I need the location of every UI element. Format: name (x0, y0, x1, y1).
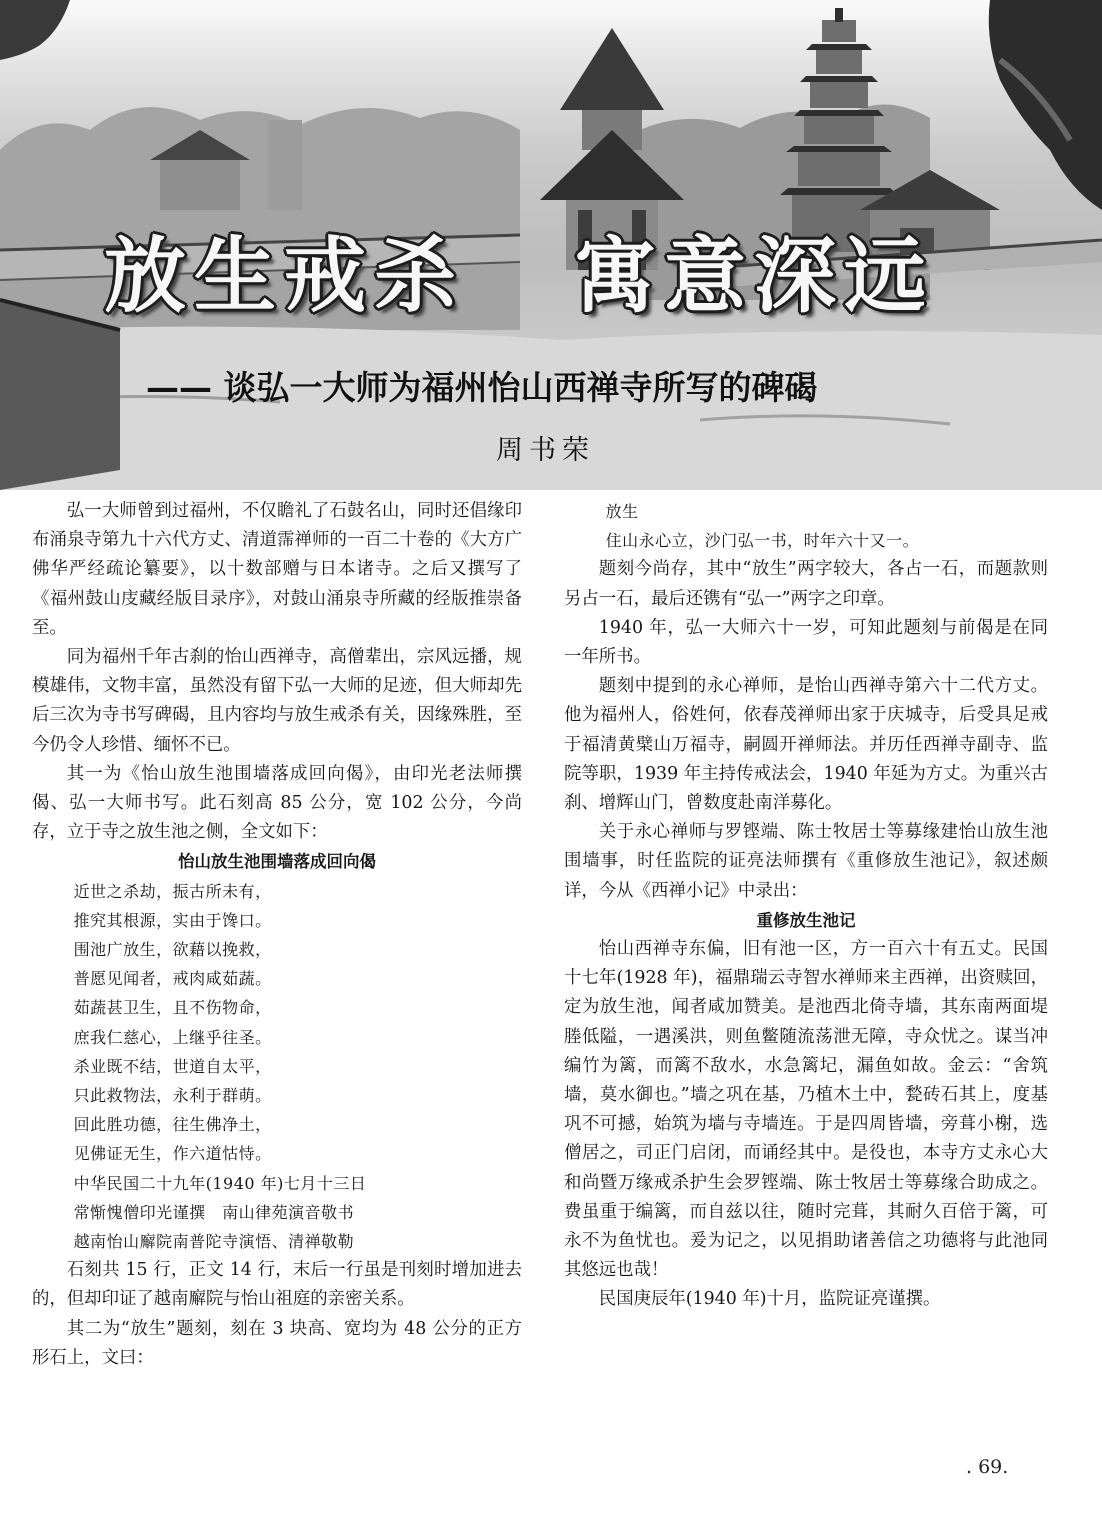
poem-authors: 常惭愧僧印光谨撰 南山律苑演音敬书 (73, 1202, 355, 1222)
paragraph: 题刻中提到的永心禅师，是怡山西禅寺第六十二代方丈。他为福州人，俗姓何，依春茂禅师出家于庆城寺，后受具足戒于福清黄檗山万福寺，嗣圆开禅师法。并历任西禅寺副寺、监院等职，1939 年主持传戒法会，1940 年延为方丈。为重兴古刹、增辉山门，曾数度赴南洋募化。 (564, 676, 1048, 814)
left-column (32, 497, 522, 1373)
header-banner (0, 0, 1102, 490)
inscription-signature: 住山永心立，沙门弘一书，时年六十又一。 (605, 531, 920, 551)
poem-line: 庶我仁慈心，上继乎往圣。 (73, 1027, 272, 1047)
record-title: 重修放生池记 (756, 910, 856, 930)
inscription-title: 放生 (605, 502, 639, 521)
page-number: . 69. (966, 1456, 1009, 1478)
poem-line: 普愿见闻者，戒肉咸茹蔬。 (73, 969, 272, 989)
paragraph: 同为福州千年古刹的怡山西禅寺，高僧辈出，宗风远播，规模雄伟，文物丰富，虽然没有留下弘一大师的足迹，但大师却先后三次为寺书写碑碣，且内容均与放生戒杀有关，因缘殊胜，至今仍令人珍惜、缅怀不已。 (32, 647, 522, 755)
article-title (104, 222, 984, 332)
paragraph: 1940 年，弘一大师六十一岁，可知此题刻与前偈是在同一年所书。 (564, 617, 1048, 668)
poem-line: 杀业既不结，世道自太平， (73, 1056, 272, 1076)
paragraph: 弘一大师曾到过福州，不仅瞻礼了石鼓名山，同时还倡缘印布涌泉寺第九十六代方丈、清道霈禅师的一百二十卷的《大方广佛华严经疏论纂要》，以十数部赠与日本诸寺。之后又撰写了《福州鼓山庋藏经版目录序》，对鼓山涌泉寺所藏的经版推崇备至。 (32, 501, 522, 638)
poem-line: 只此救物法，永利于群萌。 (73, 1086, 272, 1106)
right-column (564, 497, 1048, 1315)
record-signature: 民国庚辰年(1940 年)十月，监院证亮谨撰。 (598, 1289, 941, 1310)
title-part-2: 寓意深远 (574, 229, 935, 324)
article-subtitle: —— 谈弘一大师为福州怡山西禅寺所写的碑碣 (146, 368, 818, 407)
poem-line: 围池广放生，欲藉以挽救， (73, 940, 272, 960)
title-part-1: 放生戒杀 (104, 229, 465, 324)
poem-line: 回此胜功德，往生佛净土， (73, 1115, 272, 1135)
poem-line: 近世之杀劫，振古所未有， (73, 881, 272, 901)
paragraph: 关于永心禅师与罗铿端、陈士牧居士等募缘建怡山放生池围墙事，时任监院的证亮法师撰有《重修放生池记》，叙述颇详，今从《西禅小记》中录出： (564, 822, 1048, 901)
record-text: 怡山西禅寺东偏，旧有池一区，方一百六十有五丈。民国十七年(1928 年)，福鼎瑞云寺智水禅师来主西禅，出资赎回，定为放生池，闻者咸加赞美。是池西北倚寺墙，其东南两面堤塍低隘，一遇溪洪，则鱼鳖随流荡泄无障，寺众忧之。谋当冲编竹为篱，而篱不敌水，水急篱圮，漏鱼如故。金云：“舍筑墙，莫水御也。”墙之巩在基，乃植木土中，甃砖石其上，度基巩不可撼，始筑为墙与寺墙连。于是四周皆墙，旁葺小榭，选僧居之，司正门启闭，而诵经其中。是役也，本寺方丈永心大和尚暨万缘戒杀护生会罗铿端、陈士牧居士等募缘合助成之。费虽重于编篱，而自兹以往，随时完葺，其耐久百倍于篱，可永不为鱼忧也。爰为记之，以见捐助诸善信之功德将与此池同其悠远也哉！ (564, 939, 1048, 1281)
poem-acknowledgement: 越南怡山廨院南普陀寺演悟、清禅敬勒 (73, 1232, 355, 1252)
paragraph: 石刻共 15 行，正文 14 行，末后一行虽是刊刻时增加进去的，但却印证了越南廨院与怡山祖庭的亲密关系。 (32, 1260, 522, 1310)
paragraph: 其一为《怡山放生池围墙落成回向偈》，由印光老法师撰偈、弘一大师书写。此石刻高 85 公分，宽 102 公分，今尚存，立于寺之放生池之侧，全文如下： (32, 763, 522, 843)
poem-line: 见佛证无生，作六道怙恃。 (73, 1144, 272, 1164)
poem-line: 茹蔬甚卫生，且不伤物命， (73, 998, 272, 1018)
article-author: 周书荣 (496, 435, 595, 466)
paragraph: 题刻今尚存，其中“放生”两字较大，各占一石，而题款则另占一石，最后还镌有“弘一”两字之印章。 (564, 559, 1048, 609)
poem-date: 中华民国二十九年(1940 年)七月十三日 (73, 1173, 367, 1193)
poem-title: 怡山放生池围墙落成回向偈 (178, 852, 376, 872)
paragraph: 其二为“放生”题刻，刻在 3 块高、宽均为 48 公分的正方形石上，文曰： (32, 1318, 522, 1368)
poem-line: 推究其根源，实由于馋口。 (73, 910, 272, 930)
